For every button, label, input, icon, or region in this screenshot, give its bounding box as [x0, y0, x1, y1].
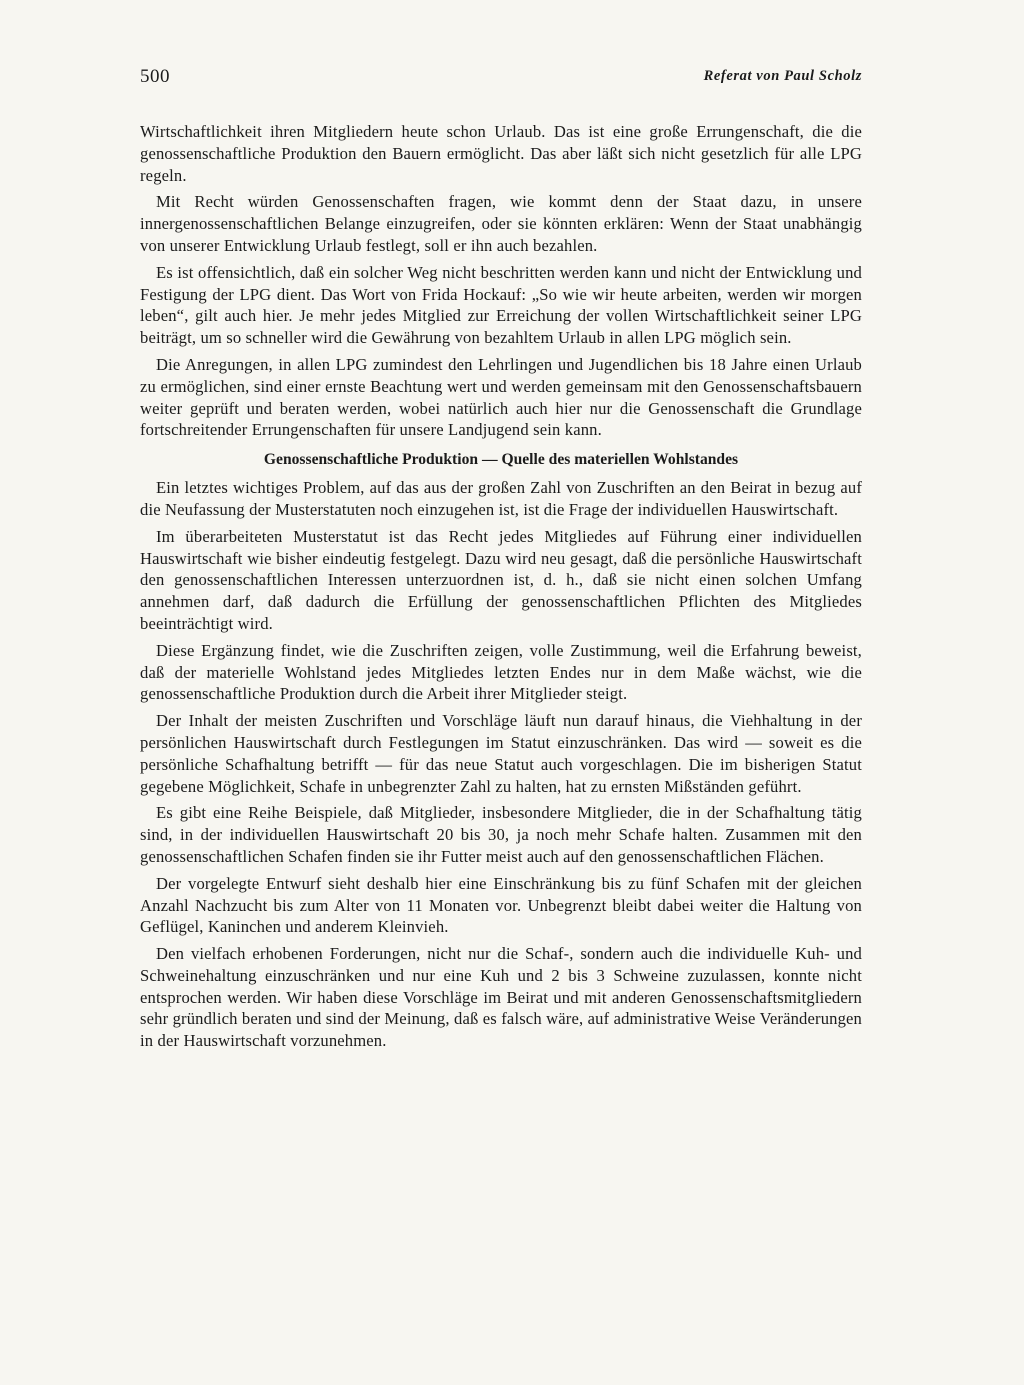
body-text — [140, 121, 862, 1052]
paragraph: Den vielfach erhobenen Forderungen, nicht nur die Schaf-, sondern auch die individuelle Kuh- und Schweinehaltung einzuschränken und nur eine Kuh und 2 bis 3 Schweine zuzulassen, konnte nicht entsprochen werden. Wir haben diese Vorschläge im Beirat und mit anderen Genossenschaftsmitgliedern sehr gründlich beraten und sind der Meinung, daß es falsch wäre, auf administrative Weise Veränderungen in der Hauswirtschaft vorzunehmen. — [140, 944, 862, 1051]
paragraph: Ein letztes wichtiges Problem, auf das aus der großen Zahl von Zuschriften an den Beirat in bezug auf die Neufassung der Musterstatuten noch einzugehen ist, ist die Frage der individuellen Hauswirtschaft. — [140, 478, 862, 519]
running-head: Referat von Paul Scholz — [703, 68, 862, 84]
paragraph: Es gibt eine Reihe Beispiele, daß Mitglieder, insbesondere Mitglieder, die in der Schafhaltung tätig sind, in der individuellen Hauswirtschaft 20 bis 30, ja noch mehr Schafe halten. Zusammen mit den genossenschaftlichen Schafen finden sie ihr Futter meist auch auf den genossenschaftlichen Flächen. — [140, 803, 862, 866]
page-header — [140, 66, 862, 98]
paragraph: Es ist offensichtlich, daß ein solcher Weg nicht beschritten werden kann und nicht der Entwicklung und Festigung der LPG dient. Das Wort von Frida Hockauf: „So wie wir heute arbeiten, werden wir morgen leben“, gilt auch hier. Je mehr jedes Mitglied zur Erreichung der vollen Wirtschaftlichkeit seiner LPG beiträgt, um so schneller wird die Gewährung von bezahltem Urlaub in allen LPG möglich sein. — [140, 262, 862, 348]
page-number: 500 — [140, 66, 170, 87]
paragraph: Der vorgelegte Entwurf sieht deshalb hier eine Einschränkung bis zu fünf Schafen mit der gleichen Anzahl Nachzucht bis zum Alter von 11 Monaten vor. Unbegrenzt bleibt dabei weiter die Haltung von Geflügel, Kaninchen und anderem Kleinvieh. — [140, 873, 862, 937]
paragraph-continued: Wirtschaftlichkeit ihren Mitgliedern heute schon Urlaub. Das ist eine große Errungenschaft, die die genossenschaftliche Produktion den Bauern ermöglicht. Das aber läßt sich nicht gesetzlich für alle LPG regeln. — [140, 122, 862, 185]
paragraph: Der Inhalt der meisten Zuschriften und Vorschläge läuft nun darauf hinaus, die Viehhaltung in der persönlichen Hauswirtschaft durch Festlegungen im Statut einzuschränken. Das wird — soweit es die persönliche Schafhaltung betrifft — für das neue Statut auch vorgeschlagen. Die im bisherigen Statut gegebene Möglichkeit, Schafe in unbegrenzter Zahl zu halten, hat zu ernsten Mißständen geführt. — [140, 711, 862, 796]
paragraph: Die Anregungen, in allen LPG zumindest den Lehrlingen und Jugendlichen bis 18 Jahre einen Urlaub zu ermöglichen, sind einer ernste Beachtung wert und werden gemeinsam mit den Genossenschaftsbauern weiter geprüft und beraten werden, wobei natürlich auch hier nur die Genossenschaft die Grundlage fortschreitender Errungenschaften für unsere Landjugend sein kann. — [140, 354, 862, 440]
document-page — [140, 66, 862, 1057]
paragraph: Mit Recht würden Genossenschaften fragen, wie kommt denn der Staat dazu, in unsere innergenossenschaftlichen Belange einzugreifen, oder sie könnten erklären: Wenn der Staat unabhängig von unserer Entwicklung Urlaub festlegt, soll er ihn auch bezahlen. — [140, 192, 862, 255]
paragraph: Im überarbeiteten Musterstatut ist das Recht jedes Mitgliedes auf Führung einer individuellen Hauswirtschaft wie bisher eindeutig festgelegt. Dazu wird neu gesagt, daß die persönliche Hauswirtschaft den genossenschaftlichen Interessen unterzuordnen ist, d. h., daß sie nicht einen solchen Umfang annehmen darf, daß dadurch die Erfüllung der genossenschaftlichen Pflichten des Mitgliedes beeinträchtigt wird. — [140, 526, 862, 633]
paragraph: Diese Ergänzung findet, wie die Zuschriften zeigen, volle Zustimmung, weil die Erfahrung beweist, daß der materielle Wohlstand jedes Mitgliedes letzten Endes nur in dem Maße wächst, wie die genossenschaftliche Produktion durch die Arbeit ihrer Mitglieder steigt. — [140, 640, 862, 704]
section-heading: Genossenschaftliche Produktion — Quelle des materiellen Wohlstandes — [263, 451, 739, 469]
